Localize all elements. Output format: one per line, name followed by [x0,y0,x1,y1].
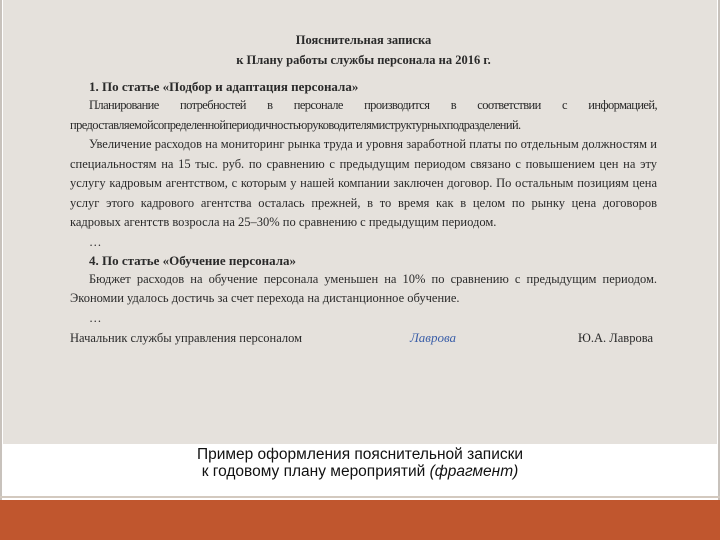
caption-line-2-main: к годовому плану мероприятий [201,463,426,480]
document-subtitle: к Плану работы службы персонала на 2016 г. [236,53,491,67]
footer-accent-bar [0,500,720,540]
section-4-paragraph: Бюджет расходов на обучение персонала уменьшен на 10% по сравнению с предыдущим периодом. Экономии удалось достичь за счет перехода на дистанционное обучение. [70,271,657,305]
slide-caption [0,446,720,480]
caption-line-1: Пример оформления пояснительной записки [196,446,524,463]
ellipsis-2: … [89,310,102,325]
signature-row [70,327,657,349]
caption-line-2-italic: (фрагмент) [429,463,519,480]
section-1-paragraph-2: Увеличение расходов на мониторинг рынка труда и уровня заработной платы по отдельным должностям и специальностям на 15 тыс. руб. по сравнению с предыдущим периодом связано с повышением цен на эту услугу кадровым агентством, с которым у нашей компании заключен договор. По остальным позициям цена услуг этого кадрового агентства осталась прежней, в то время как в целом по рынку цена договоров кадровых агентств возросла на 25–30% по сравнению с предыдущим периодом. [70,137,657,229]
ellipsis-1: … [89,234,102,249]
document-image [3,0,717,444]
caption-line-2 [0,463,720,480]
footer-divider [0,496,720,498]
signature-role: Начальник службы управления персоналом [70,330,303,345]
section-4-title: 4. По статье «Обучение персонала» [89,252,296,268]
signature-name: Ю.А. Лаврова [578,330,653,345]
document-title: Пояснительная записка [295,33,432,47]
section-1-paragraph-1: Планирование потребностей в персонале производится в соответствии с информацией, предоставляемойсопределеннойпериодичностьюруководителямиструктурныхподразделений. [70,98,657,132]
document-body [70,30,657,349]
section-1-title: 1. По статье «Подбор и адаптация персонала» [89,79,359,94]
handwritten-signature: Лаврова [410,329,457,345]
